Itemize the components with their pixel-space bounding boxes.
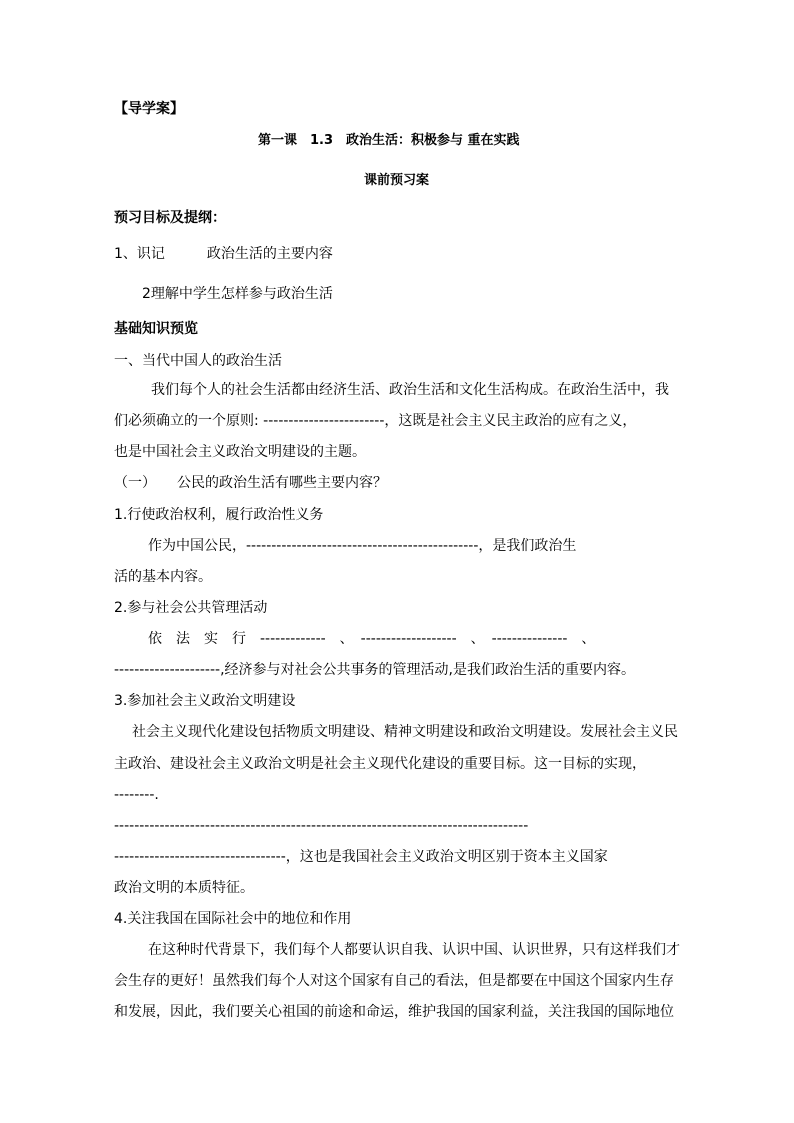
- subsection-2-line-2: ---------------------,经济参与对社会公共事务的管理活动,是我们政治生活的重要内容。: [114, 662, 635, 678]
- paragraph-1-line-1: 我们每个人的社会生活都由经济生活、政治生活和文化生活构成。在政治生活中，我: [151, 382, 669, 398]
- subsection-1-line-2: 活的基本内容。: [114, 569, 212, 585]
- subsection-3-line-4: ----------------------------------------------------------------------------------: [114, 818, 529, 834]
- subsection-3-line-6: 政治文明的本质特征。: [114, 880, 254, 896]
- goal-item-2: 2理解中学生怎样参与政治生活: [142, 286, 333, 302]
- subsection-3-line-3: --------.: [114, 787, 159, 803]
- subsection-4-line-2: 会生存的更好！虽然我们每个人对这个国家有自己的看法，但是都要在中国这个国家内生存: [114, 973, 674, 989]
- question-1: （一） 公民的政治生活有哪些主要内容？: [114, 475, 387, 491]
- lesson-title: 第一课 1.3 政治生活：积极参与 重在实践: [258, 133, 520, 148]
- part1-heading: 一、当代中国人的政治生活: [114, 353, 282, 369]
- subsection-4-heading: 4.关注我国在国际社会中的地位和作用: [114, 911, 352, 927]
- subsection-3-line-2: 主政治、建设社会主义政治文明是社会主义现代化建设的重要目标。这一目标的实现，: [114, 756, 646, 772]
- paragraph-1-line-2: 们必须确立的一个原则: ------------------------，这既是社会主义民主政治的应有之义，: [114, 413, 637, 429]
- subsection-3-heading: 3.参加社会主义政治文明建设: [114, 693, 296, 709]
- subsection-3-line-5: ----------------------------------，这也是我国社会主义政治文明区别于资本主义国家: [114, 849, 608, 865]
- goal-item-1: 1、识记 政治生活的主要内容: [114, 246, 333, 262]
- subsection-2-line-1: 依 法 实 行 ------------- 、 ------------------- 、 --------------- 、: [148, 631, 596, 647]
- basics-heading: 基础知识预览: [114, 321, 198, 337]
- subsection-1-line-1: 作为中国公民，----------------------------------------------，是我们政治生: [148, 538, 577, 554]
- doc-tag: 【导学案】: [114, 101, 184, 117]
- subsection-3-line-1: 社会主义现代化建设包括物质文明建设、精神文明建设和政治文明建设。发展社会主义民: [132, 724, 678, 740]
- subsection-4-line-1: 在这种时代背景下，我们每个人都要认识自我、认识中国、认识世界，只有这样我们才: [148, 942, 680, 958]
- goals-heading: 预习目标及提纲：: [114, 210, 226, 226]
- section-title: 课前预习案: [364, 173, 430, 188]
- subsection-4-line-3: 和发展，因此，我们要关心祖国的前途和命运，维护我国的国家利益，关注我国的国际地位: [114, 1004, 674, 1020]
- subsection-2-heading: 2.参与社会公共管理活动: [114, 600, 268, 616]
- paragraph-1-line-3: 也是中国社会主义政治文明建设的主题。: [114, 444, 366, 460]
- subsection-1-heading: 1.行使政治权利，履行政治性义务: [114, 507, 324, 523]
